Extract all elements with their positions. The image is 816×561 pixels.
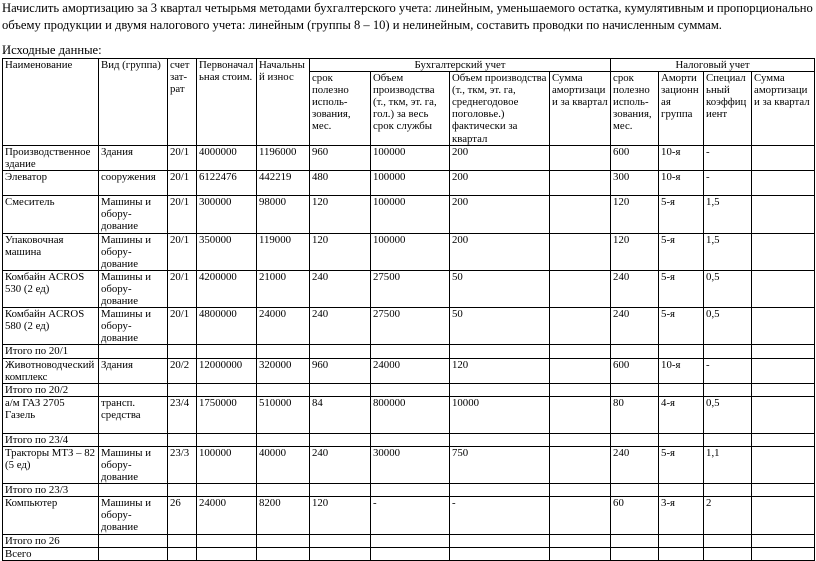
cell-initial-cost (197, 484, 257, 497)
cell-initial-wear (257, 534, 310, 547)
cell-tax-group: 5-я (659, 270, 704, 307)
table-row (3, 497, 815, 534)
cell-tax-life (611, 484, 659, 497)
table-row (3, 446, 815, 483)
cell-acc-volume-fact: 50 (450, 308, 550, 345)
task-text: Начислить амортизацию за 3 квартал четырьмя методами бухгалтерского учета: линейным, уменьшаемого остатка, кумулятивным и пропорционально объему продукции и двумя налогового учета: линейным (группы 8 – 10) и нелинейным, составить проводки по начисленным суммам. (2, 1, 813, 32)
cell-acc-volume-fact: - (450, 497, 550, 534)
cell-type: сооружения (99, 171, 168, 196)
cell-tax-coef (704, 383, 752, 396)
cell-acc-volume (371, 433, 450, 446)
cell-type (99, 433, 168, 446)
cell-type: Машины и обору-дование (99, 497, 168, 534)
cell-acc-volume (371, 383, 450, 396)
cell-initial-wear (257, 484, 310, 497)
cell-tax-group: 5-я (659, 196, 704, 233)
cell-type: Здания (99, 358, 168, 383)
cell-acc-volume-fact (450, 383, 550, 396)
cell-acc-life (310, 547, 371, 560)
cell-acc-amount (550, 358, 611, 383)
col-header-acc-amount: Сумма амортизации за квартал (550, 72, 611, 146)
cell-acc-volume-fact (450, 433, 550, 446)
col-header-acc-volume: Объем производства (т., ткм, эт. га, гол.) за весь срок службы (371, 72, 450, 146)
cell-tax-life: 300 (611, 171, 659, 196)
cell-acc-life: 120 (310, 497, 371, 534)
cell-acc-volume-fact: 120 (450, 358, 550, 383)
cell-total-label: Итого по 20/2 (3, 383, 99, 396)
cell-tax-life (611, 345, 659, 358)
total-row (3, 547, 815, 560)
cell-account: 20/1 (168, 233, 197, 270)
cell-tax-coef (704, 534, 752, 547)
cell-tax-amount (752, 345, 815, 358)
col-header-type: Вид (группа) (99, 59, 168, 146)
cell-acc-amount (550, 146, 611, 171)
cell-acc-volume (371, 484, 450, 497)
cell-initial-wear: 320000 (257, 358, 310, 383)
cell-acc-amount (550, 484, 611, 497)
cell-initial-cost: 350000 (197, 233, 257, 270)
cell-tax-amount (752, 270, 815, 307)
source-heading: Исходные данные: (2, 43, 102, 57)
cell-type (99, 547, 168, 560)
cell-initial-cost: 300000 (197, 196, 257, 233)
cell-acc-volume: 100000 (371, 233, 450, 270)
cell-acc-amount (550, 497, 611, 534)
cell-initial-wear: 40000 (257, 446, 310, 483)
cell-tax-life: 120 (611, 233, 659, 270)
cell-tax-group (659, 433, 704, 446)
cell-account: 20/2 (168, 358, 197, 383)
cell-acc-volume: 100000 (371, 146, 450, 171)
cell-acc-volume (371, 534, 450, 547)
cell-initial-cost: 4000000 (197, 146, 257, 171)
cell-acc-amount (550, 383, 611, 396)
cell-tax-group (659, 547, 704, 560)
cell-tax-amount (752, 497, 815, 534)
cell-tax-group: 10-я (659, 171, 704, 196)
cell-acc-amount (550, 396, 611, 433)
cell-tax-coef: 1,1 (704, 446, 752, 483)
cell-name: Тракторы МТЗ – 82 (5 ед) (3, 446, 99, 483)
cell-initial-cost (197, 345, 257, 358)
cell-acc-volume: - (371, 497, 450, 534)
cell-initial-cost: 4800000 (197, 308, 257, 345)
cell-account (168, 433, 197, 446)
cell-tax-amount (752, 396, 815, 433)
header-row-1 (3, 59, 815, 72)
col-header-account: счет зат-рат (168, 59, 197, 146)
cell-tax-coef (704, 547, 752, 560)
cell-tax-coef: 1,5 (704, 196, 752, 233)
cell-acc-volume-fact: 50 (450, 270, 550, 307)
cell-acc-volume-fact: 200 (450, 196, 550, 233)
col-group-tax: Налоговый учет (611, 59, 815, 72)
cell-tax-life: 60 (611, 497, 659, 534)
cell-type: Машины и обору-дование (99, 196, 168, 233)
total-row (3, 534, 815, 547)
total-row (3, 383, 815, 396)
cell-name: Смеситель (3, 196, 99, 233)
cell-tax-coef: 0,5 (704, 270, 752, 307)
cell-tax-group: 3-я (659, 497, 704, 534)
cell-acc-volume-fact: 10000 (450, 396, 550, 433)
cell-tax-coef (704, 433, 752, 446)
cell-initial-cost (197, 383, 257, 396)
cell-tax-amount (752, 171, 815, 196)
cell-acc-amount (550, 433, 611, 446)
cell-tax-group (659, 484, 704, 497)
cell-initial-wear (257, 383, 310, 396)
cell-name: а/м ГАЗ 2705 Газель (3, 396, 99, 433)
col-header-tax-life: срок полезно исполь-зования, мес. (611, 72, 659, 146)
cell-name: Производственное здание (3, 146, 99, 171)
cell-initial-cost: 6122476 (197, 171, 257, 196)
col-header-tax-amount: Сумма амортизации за квартал (752, 72, 815, 146)
cell-tax-coef: - (704, 146, 752, 171)
cell-initial-wear: 1196000 (257, 146, 310, 171)
cell-tax-group: 4-я (659, 396, 704, 433)
cell-name: Животноводческий комплекс (3, 358, 99, 383)
cell-total-label: Итого по 26 (3, 534, 99, 547)
cell-acc-amount (550, 196, 611, 233)
cell-initial-wear: 98000 (257, 196, 310, 233)
cell-name: Комбайн ACROS 580 (2 ед) (3, 308, 99, 345)
cell-acc-amount (550, 534, 611, 547)
total-row (3, 433, 815, 446)
cell-acc-volume (371, 345, 450, 358)
total-row (3, 345, 815, 358)
cell-account: 23/3 (168, 446, 197, 483)
cell-initial-wear (257, 547, 310, 560)
cell-tax-amount (752, 446, 815, 483)
cell-tax-coef (704, 484, 752, 497)
table-row (3, 196, 815, 233)
cell-initial-wear: 21000 (257, 270, 310, 307)
cell-tax-life: 240 (611, 270, 659, 307)
cell-tax-group: 5-я (659, 308, 704, 345)
cell-tax-coef (704, 345, 752, 358)
cell-acc-volume-fact: 750 (450, 446, 550, 483)
cell-tax-life (611, 383, 659, 396)
cell-type: Машины и обору-дование (99, 446, 168, 483)
cell-name: Упаковочная машина (3, 233, 99, 270)
cell-acc-amount (550, 270, 611, 307)
cell-tax-amount (752, 484, 815, 497)
cell-tax-group (659, 383, 704, 396)
cell-account (168, 345, 197, 358)
cell-initial-wear (257, 433, 310, 446)
cell-tax-amount (752, 433, 815, 446)
cell-account: 20/1 (168, 171, 197, 196)
table-row (3, 270, 815, 307)
cell-acc-life: 120 (310, 233, 371, 270)
cell-acc-volume (371, 547, 450, 560)
col-group-accounting: Бухгалтерский учет (310, 59, 611, 72)
table-row (3, 396, 815, 433)
cell-account: 20/1 (168, 196, 197, 233)
col-header-initial-wear: Начальный износ (257, 59, 310, 146)
cell-initial-cost: 12000000 (197, 358, 257, 383)
cell-type (99, 534, 168, 547)
cell-tax-amount (752, 308, 815, 345)
cell-account: 20/1 (168, 146, 197, 171)
cell-initial-wear: 119000 (257, 233, 310, 270)
cell-initial-cost: 1750000 (197, 396, 257, 433)
cell-tax-amount (752, 233, 815, 270)
cell-account: 23/4 (168, 396, 197, 433)
cell-tax-amount (752, 358, 815, 383)
cell-tax-group: 10-я (659, 358, 704, 383)
cell-acc-life: 240 (310, 308, 371, 345)
cell-initial-cost: 100000 (197, 446, 257, 483)
cell-initial-wear: 442219 (257, 171, 310, 196)
cell-name: Комбайн ACROS 530 (2 ед) (3, 270, 99, 307)
cell-initial-cost (197, 534, 257, 547)
cell-tax-amount (752, 534, 815, 547)
cell-acc-life: 960 (310, 358, 371, 383)
cell-acc-amount (550, 345, 611, 358)
cell-acc-life: 480 (310, 171, 371, 196)
cell-tax-life: 240 (611, 308, 659, 345)
cell-type (99, 345, 168, 358)
col-header-name: Наименование (3, 59, 99, 146)
col-header-acc-volume-fact: Объем производства (т., ткм, эт. га, среднегодовое поголовье.) фактически за квартал (450, 72, 550, 146)
cell-account (168, 534, 197, 547)
cell-tax-life (611, 433, 659, 446)
cell-acc-life: 120 (310, 196, 371, 233)
table-row (3, 171, 815, 196)
table-row (3, 358, 815, 383)
cell-name: Элеватор (3, 171, 99, 196)
cell-type (99, 383, 168, 396)
cell-acc-amount (550, 547, 611, 560)
cell-tax-coef: 0,5 (704, 308, 752, 345)
cell-account (168, 383, 197, 396)
cell-type: Здания (99, 146, 168, 171)
cell-tax-life (611, 534, 659, 547)
cell-acc-amount (550, 171, 611, 196)
cell-total-label: Всего (3, 547, 99, 560)
cell-tax-life: 600 (611, 358, 659, 383)
cell-acc-life: 240 (310, 270, 371, 307)
cell-tax-amount (752, 146, 815, 171)
col-header-tax-coef: Специальный коэффициент (704, 72, 752, 146)
cell-acc-life: 84 (310, 396, 371, 433)
cell-tax-life: 120 (611, 196, 659, 233)
cell-tax-coef: - (704, 358, 752, 383)
cell-initial-wear: 24000 (257, 308, 310, 345)
table-row (3, 308, 815, 345)
cell-acc-volume-fact (450, 484, 550, 497)
table-row (3, 146, 815, 171)
cell-tax-life: 600 (611, 146, 659, 171)
cell-type: Машины и обору-дование (99, 270, 168, 307)
cell-acc-volume: 27500 (371, 308, 450, 345)
cell-initial-wear (257, 345, 310, 358)
cell-initial-wear: 510000 (257, 396, 310, 433)
cell-type: Машины и обору-дование (99, 233, 168, 270)
source-data-table (2, 58, 815, 561)
cell-account: 20/1 (168, 270, 197, 307)
cell-account: 26 (168, 497, 197, 534)
cell-account: 20/1 (168, 308, 197, 345)
total-row (3, 484, 815, 497)
cell-tax-group: 5-я (659, 446, 704, 483)
cell-tax-coef: 1,5 (704, 233, 752, 270)
cell-tax-amount (752, 196, 815, 233)
cell-acc-volume: 100000 (371, 196, 450, 233)
col-header-tax-group: Амортизационная группа (659, 72, 704, 146)
cell-tax-life: 80 (611, 396, 659, 433)
cell-acc-volume-fact (450, 345, 550, 358)
cell-acc-volume-fact (450, 547, 550, 560)
cell-total-label: Итого по 20/1 (3, 345, 99, 358)
cell-acc-volume-fact: 200 (450, 146, 550, 171)
cell-total-label: Итого по 23/3 (3, 484, 99, 497)
cell-tax-coef: - (704, 171, 752, 196)
cell-acc-life (310, 534, 371, 547)
cell-tax-group: 10-я (659, 146, 704, 171)
cell-tax-group: 5-я (659, 233, 704, 270)
cell-acc-amount (550, 446, 611, 483)
cell-acc-life: 960 (310, 146, 371, 171)
cell-type: Машины и обору-дование (99, 308, 168, 345)
cell-tax-coef: 0,5 (704, 396, 752, 433)
cell-type (99, 484, 168, 497)
cell-acc-volume-fact (450, 534, 550, 547)
cell-initial-cost (197, 547, 257, 560)
cell-tax-coef: 2 (704, 497, 752, 534)
cell-acc-life (310, 433, 371, 446)
col-header-acc-life: срок полезно исполь-зования, мес. (310, 72, 371, 146)
cell-acc-life: 240 (310, 446, 371, 483)
cell-tax-life: 240 (611, 446, 659, 483)
cell-acc-amount (550, 233, 611, 270)
cell-acc-volume: 30000 (371, 446, 450, 483)
cell-acc-amount (550, 308, 611, 345)
cell-tax-life (611, 547, 659, 560)
cell-acc-life (310, 383, 371, 396)
cell-name: Компьютер (3, 497, 99, 534)
cell-type: трансп. средства (99, 396, 168, 433)
cell-initial-cost: 4200000 (197, 270, 257, 307)
cell-acc-volume-fact: 200 (450, 233, 550, 270)
cell-account (168, 484, 197, 497)
cell-acc-volume: 800000 (371, 396, 450, 433)
cell-acc-volume: 100000 (371, 171, 450, 196)
cell-acc-life (310, 484, 371, 497)
cell-acc-life (310, 345, 371, 358)
cell-account (168, 547, 197, 560)
cell-tax-amount (752, 547, 815, 560)
cell-acc-volume: 27500 (371, 270, 450, 307)
cell-acc-volume: 24000 (371, 358, 450, 383)
cell-initial-cost: 24000 (197, 497, 257, 534)
cell-total-label: Итого по 23/4 (3, 433, 99, 446)
cell-tax-group (659, 345, 704, 358)
cell-acc-volume-fact: 200 (450, 171, 550, 196)
cell-tax-group (659, 534, 704, 547)
table-row (3, 233, 815, 270)
col-header-initial-cost: Первоначальная стоим. (197, 59, 257, 146)
cell-initial-cost (197, 433, 257, 446)
cell-tax-amount (752, 383, 815, 396)
cell-initial-wear: 8200 (257, 497, 310, 534)
